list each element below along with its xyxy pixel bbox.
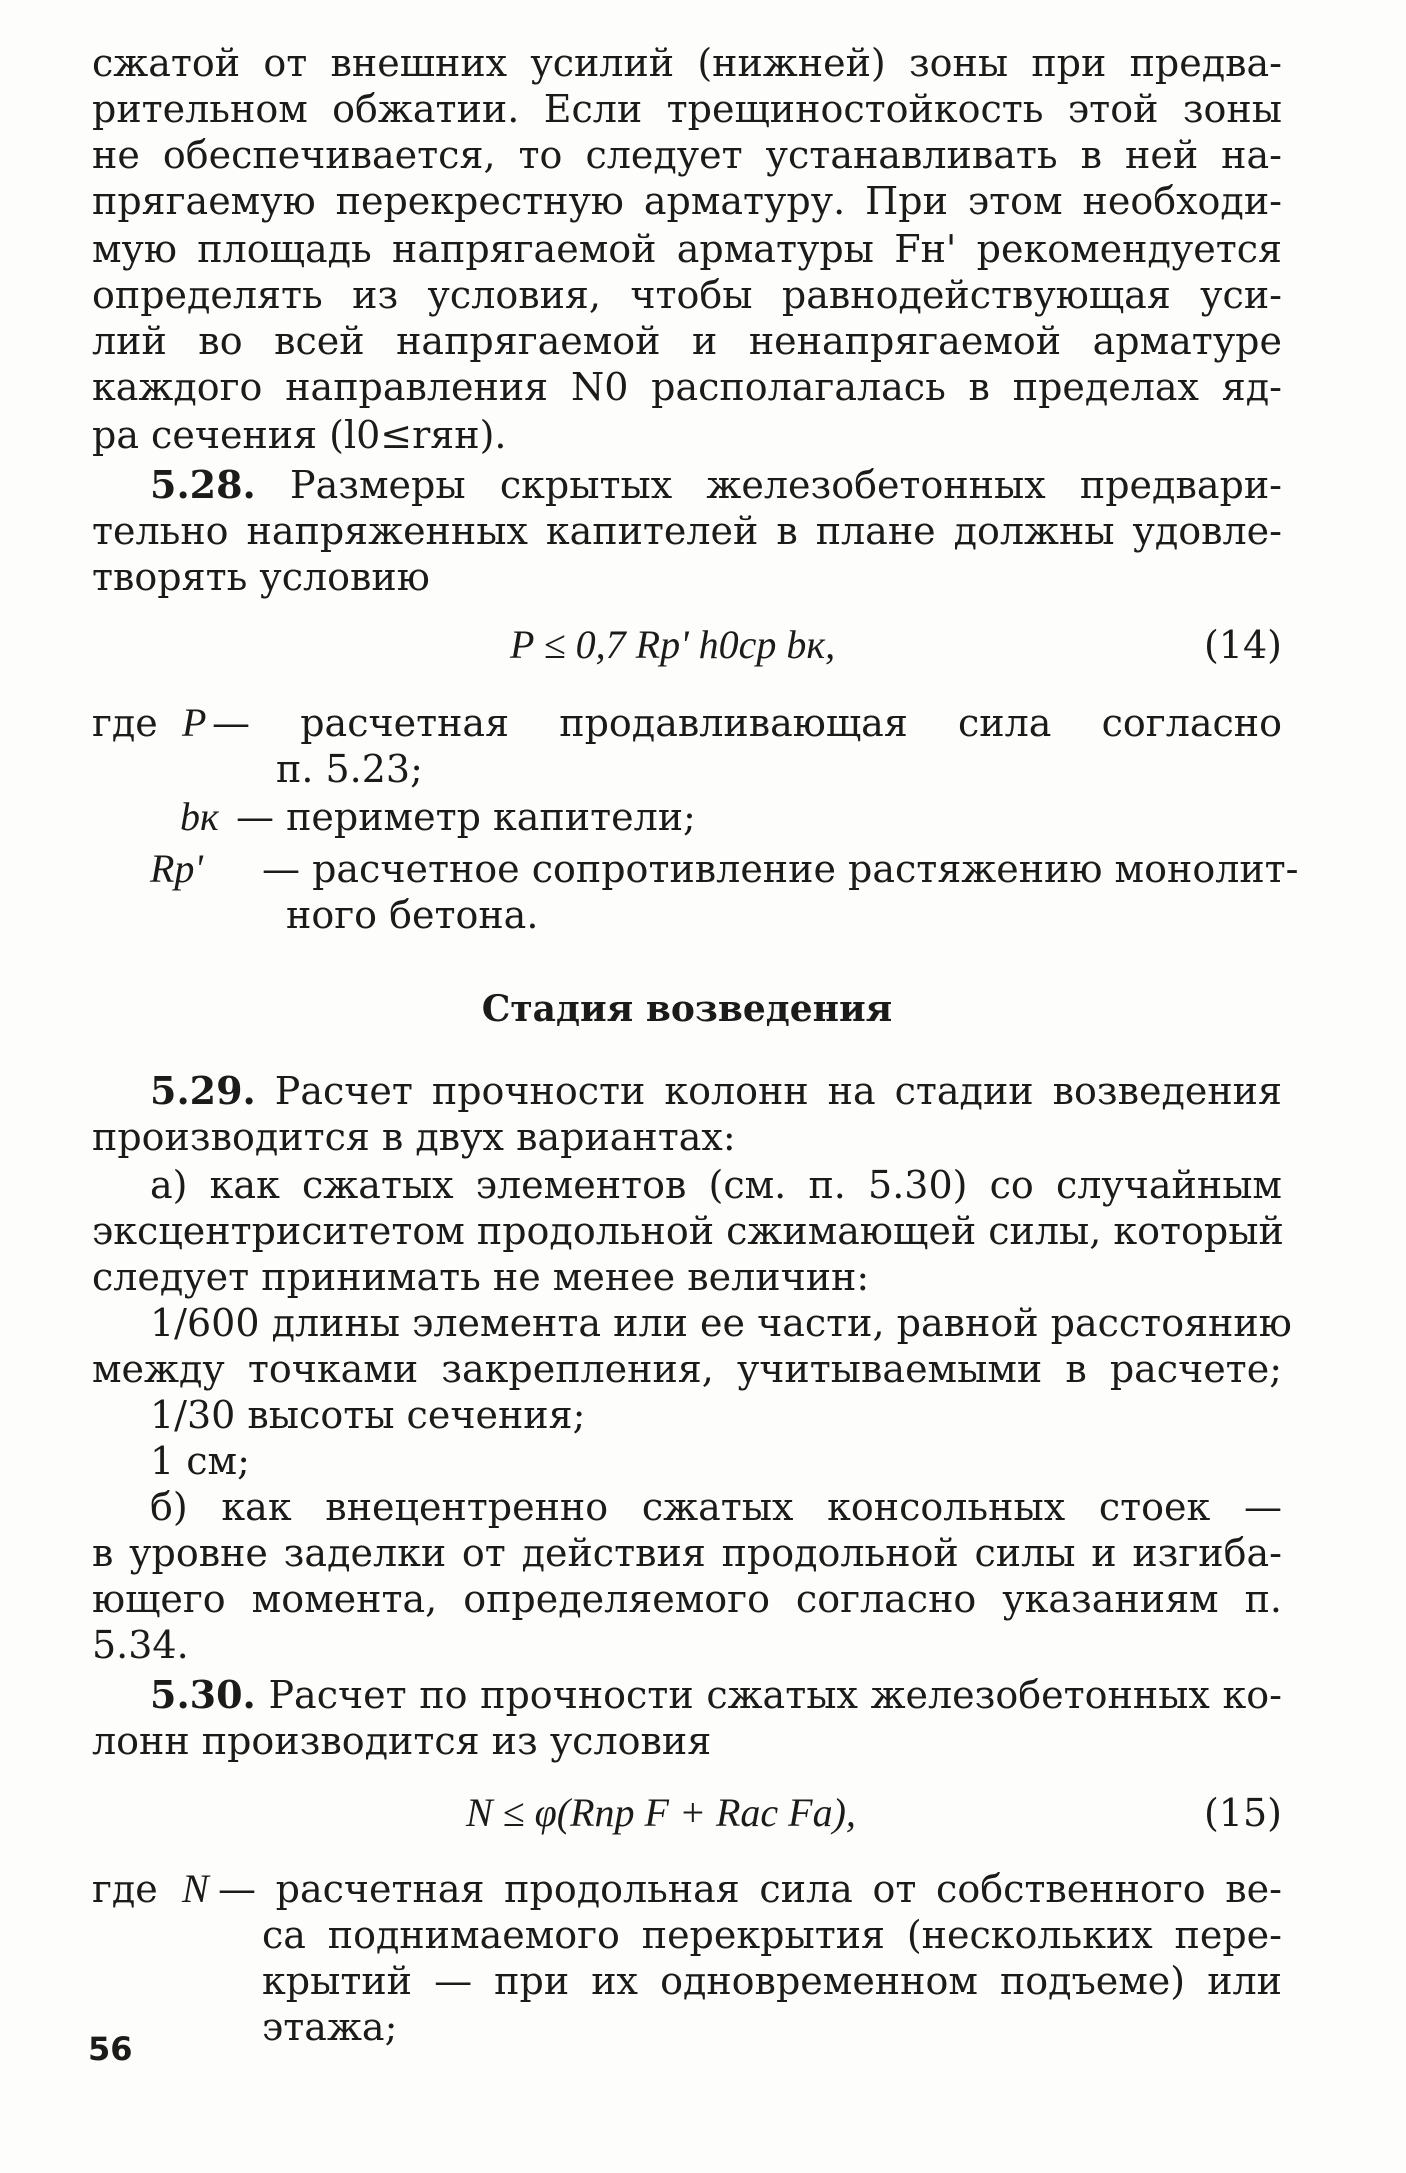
text-line: лонн производится из условия	[92, 1719, 712, 1763]
text-line: следует принимать не менее величин:	[92, 1255, 870, 1299]
text-line: не обеспечивается, то следует устанавливать в ней на-	[92, 133, 1282, 177]
text-line: са поднимаемого перекрытия (нескольких пере-	[262, 1913, 1282, 1957]
text-line: рительном обжатии. Если трещиностойкость этой зоны	[92, 87, 1282, 131]
text-line: 5.34.	[92, 1623, 189, 1667]
text-line: ра сечения (l0≤rян).	[92, 413, 507, 457]
text-line: — периметр капители;	[236, 795, 696, 839]
equation-number-14: (14)	[1203, 623, 1282, 667]
text-line: б) как внецентренно сжатых консольных стоек —	[150, 1485, 1282, 1529]
text-line: каждого направления N0 располагалась в пределах яд-	[92, 365, 1282, 409]
paragraph-number: 5.28.	[150, 462, 256, 507]
symbol-Rp: Rр'	[150, 846, 203, 891]
text: Расчет по прочности сжатых железобетонных ко-	[268, 1673, 1282, 1717]
where-label: где	[92, 701, 158, 745]
where-label: где	[92, 1867, 158, 1911]
text-line: а) как сжатых элементов (см. п. 5.30) со случайным	[150, 1163, 1282, 1207]
text-line: сжатой от внешних усилий (нижней) зоны при предва-	[92, 41, 1282, 85]
text-line: тельно напряженных капителей в плане должны удовле-	[92, 509, 1282, 553]
text-line: лий во всей напрягаемой и ненапрягаемой арматуре	[92, 319, 1282, 363]
text: Размеры скрытых железобетонных предвари-	[290, 463, 1282, 507]
text-line: 1/600 длины элемента или ее части, равной расстоянию	[150, 1301, 1292, 1345]
text-line: определять из условия, чтобы равнодействующая уси-	[92, 273, 1282, 317]
paragraph-5-29-first-line	[150, 1068, 1282, 1114]
text-line: творять условию	[92, 555, 430, 599]
text-line: эксцентриситетом продольной сжимающей силы, который	[92, 1209, 1284, 1253]
text-line: — расчетная продавливающая сила согласно	[212, 701, 1282, 745]
section-heading: Стадия возведения	[481, 988, 893, 1030]
symbol-N: N	[182, 1866, 209, 1911]
paragraph-5-30-first-line	[150, 1672, 1282, 1718]
symbol-P: P	[182, 700, 207, 745]
text-line: — расчетная продольная сила от собственного ве-	[218, 1867, 1282, 1911]
text-line: между точками закрепления, учитываемыми в расчете;	[92, 1347, 1282, 1391]
text-line: крытий — при их одновременном подъеме) или	[262, 1959, 1282, 2003]
text-line: ного бетона.	[286, 893, 539, 937]
formula-15: N ≤ φ(Rпр F + Rас Fа),	[466, 1790, 856, 1835]
equation-number-15: (15)	[1203, 1791, 1282, 1835]
text-line: в уровне заделки от действия продольной силы и изгиба-	[92, 1531, 1282, 1575]
formula-14: P ≤ 0,7 Rр' h0ср bк,	[510, 622, 836, 667]
paragraph-number: 5.30.	[150, 1672, 256, 1717]
text-line: производится в двух вариантах:	[92, 1115, 736, 1159]
text-line: прягаемую перекрестную арматуру. При этом необходи-	[92, 179, 1282, 223]
text-line: 1/30 высоты сечения;	[150, 1393, 586, 1437]
text-line: этажа;	[262, 2005, 398, 2049]
symbol-bk: bк	[180, 794, 219, 839]
text-line: п. 5.23;	[276, 747, 423, 791]
text-line: — расчетное сопротивление растяжению монолит-	[262, 847, 1299, 891]
paragraph-5-28-first-line	[150, 462, 1282, 508]
text-line: 1 см;	[150, 1439, 250, 1483]
paragraph-number: 5.29.	[150, 1068, 256, 1113]
text-line: ющего момента, определяемого согласно указаниям п.	[92, 1577, 1282, 1621]
page-number: 56	[88, 2030, 133, 2068]
text-line: мую площадь напрягаемой арматуры Fн' рекомендуется	[92, 227, 1282, 271]
text: Расчет прочности колонн на стадии возведения	[274, 1069, 1282, 1113]
